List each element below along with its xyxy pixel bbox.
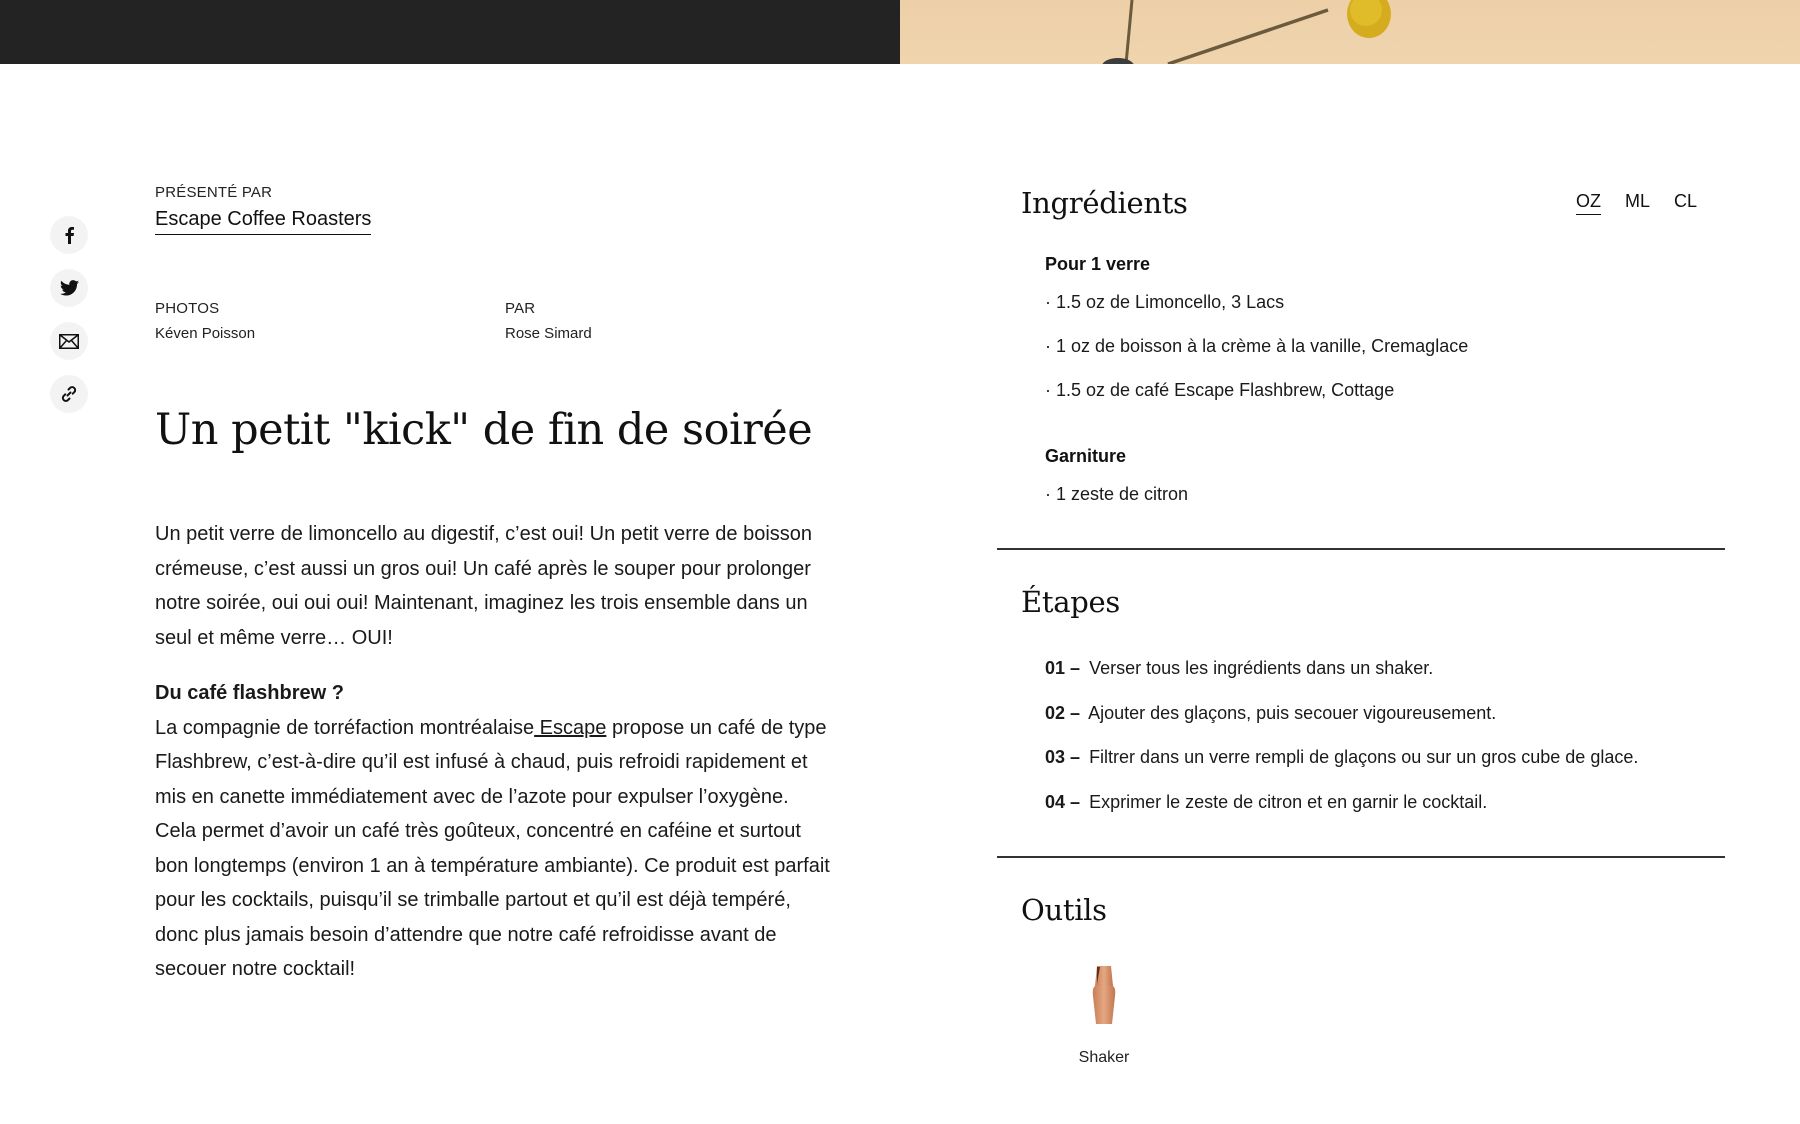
escape-link[interactable]: Escape (534, 716, 607, 739)
photos-label: PHOTOS (155, 300, 220, 317)
photographer-name: Kéven Poisson (155, 325, 256, 342)
unit-switcher (1576, 191, 1697, 215)
step-text: Verser tous les ingrédients dans un shaker. (1089, 658, 1434, 678)
link-icon (60, 385, 78, 403)
ingredient-item: · 1 zeste de citron (1045, 484, 1189, 504)
photos-credit (155, 300, 255, 342)
section-divider (997, 856, 1725, 858)
ingredient-item: · 1.5 oz de café Escape Flashbrew, Cottage (1045, 380, 1395, 400)
author-name: Rose Simard (505, 325, 592, 342)
tools-title: Outils (1021, 893, 1107, 927)
share-email-button[interactable] (50, 322, 88, 360)
tool-label: Shaker (1078, 1049, 1130, 1066)
step-number: 03 – (1045, 747, 1081, 767)
ingredient-group-title: Pour 1 verre (1045, 254, 1151, 274)
unit-cl-tab[interactable]: CL (1673, 191, 1697, 211)
article-subheading: Du café flashbrew ? (155, 682, 344, 704)
steps-list (1045, 658, 1638, 836)
facebook-icon (63, 226, 75, 244)
step-item (1045, 747, 1638, 792)
unit-oz-tab[interactable]: OZ (1576, 191, 1601, 215)
unit-ml-tab[interactable]: ML (1624, 191, 1650, 211)
paragraph-text: propose un café de type Flashbrew, c’est-à-dire qu’il est infusé à chaud, puis refroidi rapidement et mis en canette immédiatement avec de l’azote pour expulser l’oxygène. Cela permet d’avoir un café très goûteux, concentré en caféine et surtout bon longtemps (environ 1 an à température ambiante). Ce produit est parfait pour les cocktails, puisqu’il se trimballe partout et qu’il est déjà tempéré, donc plus jamais besoin d’attendre que notre café refroidisse avant de secouer notre cocktail! (155, 716, 830, 980)
steps-title: Étapes (1021, 585, 1120, 619)
step-number: 02 – (1045, 702, 1081, 723)
ingredient-item: · 1.5 oz de Limoncello, 3 Lacs (1045, 292, 1285, 312)
presented-by-label: PRÉSENTÉ PAR (155, 184, 273, 201)
ingredient-group-garnish (1045, 446, 1188, 505)
copy-link-button[interactable] (50, 375, 88, 413)
hero-dark-panel (0, 0, 900, 64)
step-text: Exprimer le zeste de citron et en garnir le cocktail. (1089, 791, 1488, 812)
paragraph-text: La compagnie de torréfaction montréalaise (155, 716, 535, 739)
dried-flower-illustration-icon (900, 0, 1800, 64)
credits (155, 184, 592, 342)
ingredient-item: · 1 oz de boisson à la crème à la vanille, Cremaglace (1045, 336, 1469, 356)
share-facebook-button[interactable] (50, 216, 88, 254)
article-title: Un petit "kick" de fin de soirée (155, 405, 813, 455)
hero-image (900, 0, 1800, 64)
shaker-icon (1089, 964, 1119, 1026)
share-bar (50, 216, 88, 428)
author-credit (505, 300, 592, 342)
step-number: 01 – (1045, 658, 1081, 678)
intro-paragraph: Un petit verre de limoncello au digestif, c’est oui! Un petit verre de boisson crémeuse, c’est aussi un gros oui! Un café après le souper pour prolonger notre soirée, oui oui oui! Maintenant, imaginez les trois ensemble dans un seul et même verre… OUI! (155, 523, 813, 649)
step-item (1045, 658, 1638, 703)
ingredient-group-title: Garniture (1045, 446, 1127, 466)
tool-shaker[interactable] (1057, 964, 1151, 1067)
twitter-icon (60, 280, 79, 296)
section-divider (997, 548, 1725, 550)
share-twitter-button[interactable] (50, 269, 88, 307)
step-text: Filtrer dans un verre rempli de glaçons ou sur un gros cube de glace. (1089, 747, 1639, 767)
step-number: 04 – (1045, 791, 1081, 812)
flashbrew-paragraph (155, 711, 835, 987)
step-item (1045, 703, 1638, 748)
ingredients-title: Ingrédients (1021, 186, 1188, 220)
author-label: PAR (505, 300, 536, 317)
ingredients-header (1021, 186, 1701, 220)
sponsor-link[interactable]: Escape Coffee Roasters (155, 208, 371, 235)
hero-banner (0, 0, 1800, 64)
ingredient-group-main (1045, 254, 1468, 401)
step-item (1045, 792, 1638, 837)
article-body (155, 517, 835, 1008)
mail-icon (59, 334, 79, 349)
step-text: Ajouter des glaçons, puis secouer vigoureusement. (1088, 702, 1497, 723)
